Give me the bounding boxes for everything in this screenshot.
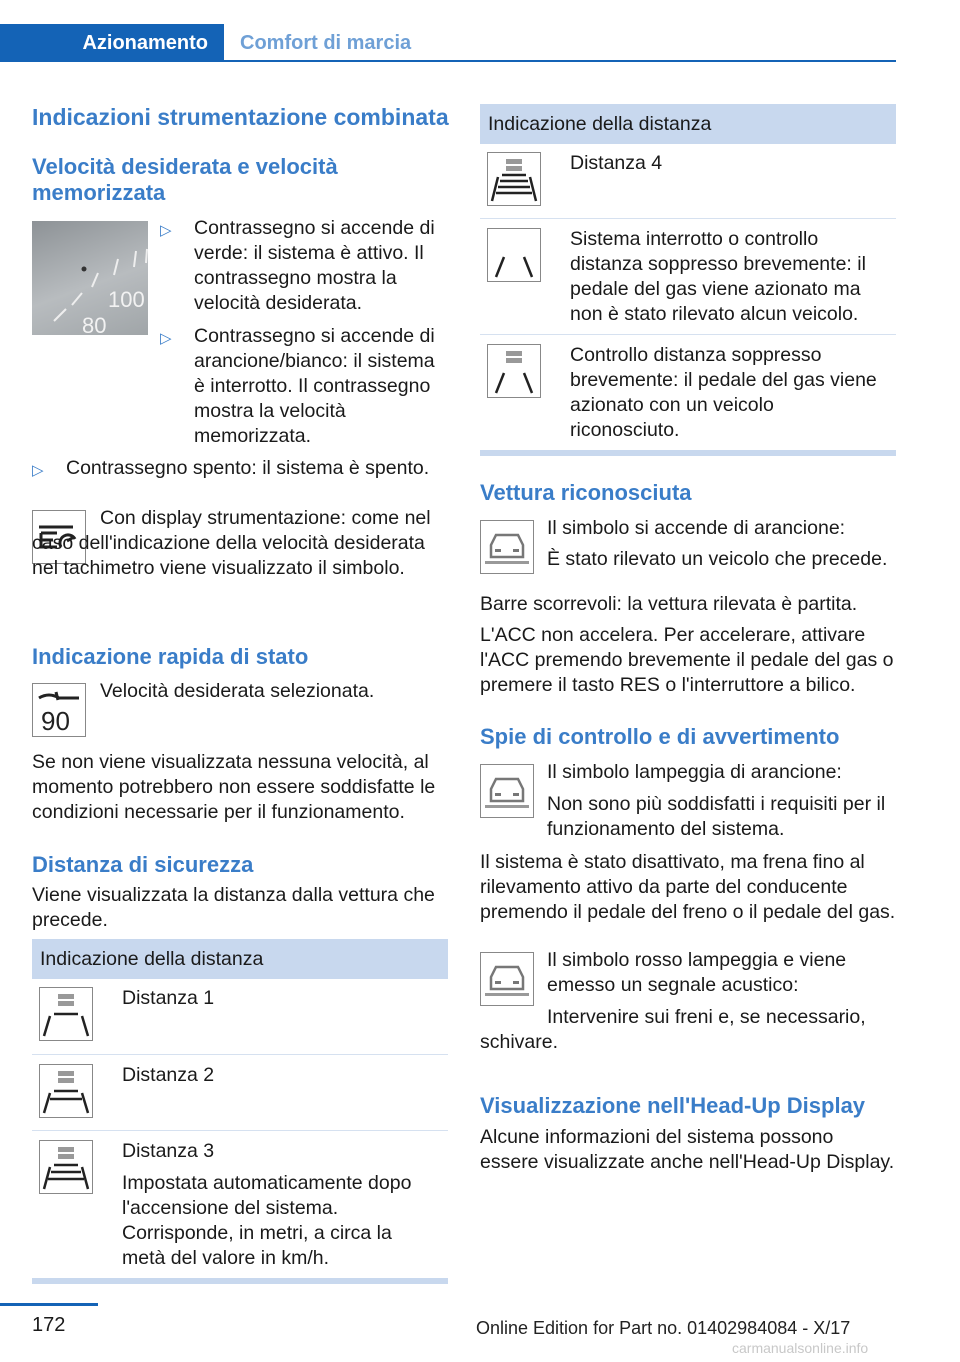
- gauge-label-80: 80: [82, 313, 107, 335]
- rapid-status-text: Velocità desiderata selezionata.: [100, 680, 375, 702]
- rapid-status-title: Indicazione rapida di stato: [32, 644, 309, 669]
- distance-1-label: Distanza 1: [122, 987, 215, 1009]
- section-title: Indicazioni strumentazione combinata: [32, 104, 449, 130]
- interrupted-text: Sistema interrotto o controllo distanza soppresso brevemente: il pedale del gas viene azionato ma non è stato rilevato alcun veicolo.: [570, 228, 866, 325]
- page-number: 172: [32, 1314, 66, 1336]
- vehicle-p2: L'ACC non accelera. Per accelerare, attivare l'ACC premendo brevemente il pedale del gas o premere il tasto RES o l'interruttore a bilico.: [480, 624, 894, 696]
- warnings-title: Spie di controllo e di avvertimento: [480, 724, 840, 749]
- distance-3-desc: Impostata automaticamente dopo l'accensione del sistema. Corrisponde, in metri, a circa la metà del valore in km/h.: [122, 1172, 412, 1269]
- speed-90-icon: [32, 683, 86, 737]
- speed-bullets: [160, 216, 442, 449]
- distance-4-icon: [487, 152, 541, 206]
- distance-2-label: Distanza 2: [122, 1064, 215, 1086]
- hud-text: Alcune informazioni del sistema possono essere visualizzate anche nell'Head-Up Display.: [480, 1126, 895, 1173]
- warning-vehicle-icon: [480, 764, 534, 818]
- speed-title: Velocità desiderata e velocità memorizzata: [32, 154, 338, 205]
- list-item: ▷ Contrassegno si accende di verde: il sistema è attivo. Il contrassegno mostra la velocità desiderata.: [160, 217, 435, 314]
- divider: [480, 218, 896, 219]
- warning-1-p: Il sistema è stato disattivato, ma frena fino al rilevamento attivo da parte del conducente premendo il pedale del freno o il pedale del gas.: [480, 851, 896, 923]
- distance-text: Viene visualizzata la distanza dalla vettura che precede.: [32, 884, 435, 931]
- divider: [32, 1054, 448, 1055]
- distance-4-label: Distanza 4: [570, 152, 663, 174]
- vehicle-p1: Barre scorrevoli: la vettura rilevata è partita.: [480, 593, 858, 615]
- warning-2-line1: Il simbolo rosso lampeggia e viene emesso un segnale acustico:: [547, 949, 847, 996]
- footer-rule: [0, 1303, 98, 1306]
- tab-azionamento[interactable]: Azionamento: [0, 24, 224, 62]
- vehicle-line1: Il simbolo si accende di arancione:: [547, 517, 846, 539]
- list-item: ▷ Contrassegno spento: il sistema è spento.: [32, 457, 430, 479]
- edition-text: Online Edition for Part no. 01402984084 - X/17: [476, 1318, 851, 1338]
- display-text: Con display strumentazione: come nel caso dell'indicazione della velocità desiderata nel tachimetro viene visualizzato il simbolo.: [32, 507, 431, 579]
- rapid-status-note: Se non viene visualizzata nessuna velocità, al momento potrebbero non essere soddisfatte le condizioni necessarie per il funzionamento.: [32, 751, 436, 823]
- warning-1-line2: Non sono più soddisfatti i requisiti per il funzionamento del sistema.: [547, 793, 886, 840]
- table-header: Indicazione della distanza: [32, 939, 448, 979]
- list-item: ▷ Contrassegno si accende di arancione/bianco: il sistema è interrotto. Il contrassegno mostra la velocità memorizzata.: [160, 325, 435, 447]
- warning-1-line1: Il simbolo lampeggia di arancione:: [547, 761, 842, 783]
- divider: [480, 334, 896, 335]
- table-header: Indicazione della distanza: [480, 104, 896, 144]
- suppressed-text: Controllo distanza soppresso brevemente: il pedale del gas viene azionato con un veicolo riconosciuto.: [570, 344, 877, 441]
- no-vehicle-icon: [487, 228, 541, 282]
- distance-1-icon: [39, 987, 93, 1041]
- header-rule: [224, 60, 896, 62]
- vehicle-line2: È stato rilevato un veicolo che precede.: [547, 548, 888, 570]
- distance-title: Distanza di sicurezza: [32, 852, 254, 877]
- speedometer-image: [32, 221, 148, 335]
- distance-3-icon: [39, 1140, 93, 1194]
- table-end: [480, 450, 896, 456]
- divider: [32, 1130, 448, 1131]
- vehicle-detected-icon: [480, 520, 534, 574]
- vehicle-title: Vettura riconosciuta: [480, 480, 692, 505]
- tab-comfort-di-marcia[interactable]: Comfort di marcia: [240, 31, 412, 54]
- hud-title: Visualizzazione nell'Head-Up Display: [480, 1093, 866, 1118]
- table-end: [32, 1278, 448, 1284]
- red-warning-vehicle-icon: [480, 952, 534, 1006]
- warning-2-line2: Intervenire sui freni e, se necessario, schivare.: [480, 1006, 866, 1053]
- svg-text:90: 90: [41, 706, 70, 736]
- vehicle-suppressed-icon: [487, 344, 541, 398]
- gauge-label-100: 100: [108, 287, 145, 312]
- speed-bullet-off: [32, 456, 444, 483]
- distance-2-icon: [39, 1064, 93, 1118]
- watermark: carmanualsonline.info: [732, 1340, 869, 1356]
- distance-3-label: Distanza 3: [122, 1140, 215, 1162]
